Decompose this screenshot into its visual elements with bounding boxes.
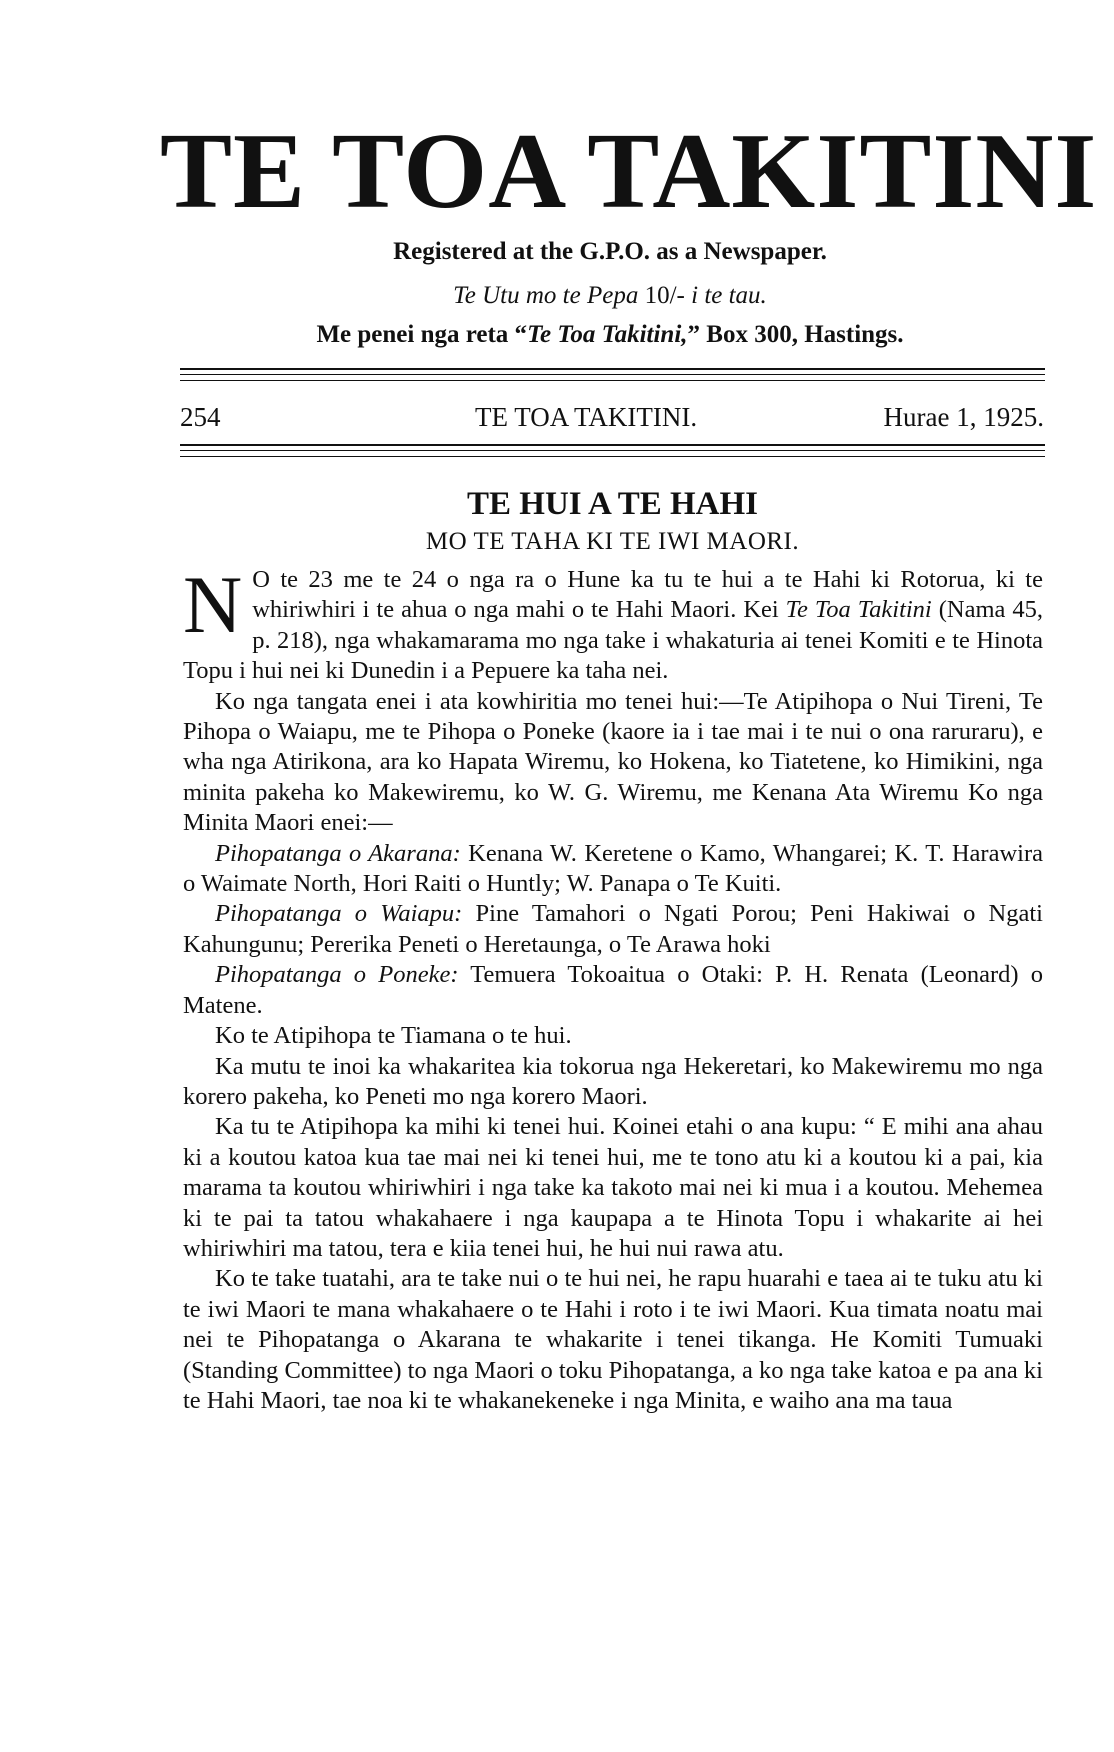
address-prefix: Me penei nga reta “ [316, 321, 528, 348]
diocese-label: Pihopatanga o Waiapu: [215, 900, 463, 928]
masthead-rule-top [180, 368, 1045, 370]
price-amount: 10/- [644, 282, 685, 309]
masthead-rule-bottom [180, 374, 1045, 375]
intro-text-b: (Nama 45, p. 218), nga whakamarama mo nga take i whakaturia ai tenei Komiti e te Hinota Topu i hui nei ki Dunedin i a Pepuere ka taha nei. [183, 596, 1043, 685]
header-rule-bottom [180, 456, 1045, 457]
diocese-label: Pihopatanga o Akarana: [215, 839, 461, 867]
paragraph-attendees: Ko nga tangata enei i ata kowhiritia mo tenei hui:—Te Atipihopa o Nui Tireni, Te Pihopa o Waiapu, me te Pihopa o Poneke (kaore ia i tae mai i te nui o ona raruraru), e wha nga Atirikona, ara ko Hapata Wiremu, ko Hokena, ko Tiatetene, ko Himikini, nga minita pakeha ko Makewiremu, ko W. G. Wiremu, me Kenana Ata Wiremu Ko nga Minita Maori enei:— [183, 687, 1043, 837]
address-title: Te Toa Takitini, [527, 321, 688, 348]
paragraph-chairman: Ko te Atipihopa te Tiamana o te hui. [215, 1022, 572, 1050]
header-rule-top [180, 444, 1045, 446]
header-rule-mid [180, 450, 1045, 451]
article-body [183, 559, 1044, 1416]
diocese-members: Kenana W. Keretene o Kamo, Whangarei; K. T. Harawira o Waimate North, Hori Raiti o Huntly; W. Panapa o Te Kuiti. [183, 839, 1044, 898]
newspaper-title-ref: Te Toa Takitini [785, 596, 932, 624]
diocese-members: Pine Tamahori o Ngati Porou; Peni Hakiwai o Ngati Kahungunu; Pererika Peneti o Heretaunga, o Te Arawa hoki [183, 900, 1043, 958]
drop-cap: N [183, 559, 243, 650]
diocese-label: Pihopatanga o Poneke: [215, 961, 459, 989]
intro-text-a: O te 23 me te 24 o nga ra o Hune ka tu te hui a te Hahi ki Rotorua, ki te whiriwhiri i te ahua o nga mahi o te Hahi Maori. Kei [252, 566, 1043, 624]
article-title: TE HUI A TE HAHI [467, 486, 758, 522]
paragraph-first-matter: Ko te take tuatahi, ara te take nui o te hui nei, he rapu huarahi e taea ai te tuku atu ki te iwi Maori te mana whakahaere o te Hahi i roto i te iwi Maori. Kua timata noatu mai nei te Pihopatanga o Akarana te whakarite i tenei tikanga. He Komiti Tumuaki (Standing Committee) to nga Maori o toku Pihopatanga, a ko nga take katoa e pa ana ki te Hahi Maori, tae noa ki te whakanekeneke i nga Minita, e waiho ana ma taua [183, 1265, 1043, 1414]
page-number: 254 [180, 402, 221, 432]
masthead-rule-thin [180, 380, 1045, 381]
paragraph-intro [183, 559, 1043, 687]
paragraph-archbishop-address: Ka tu te Atipihopa ka mihi ki tenei hui. Koinei etahi o ana kupu: “ E mihi ana ahau ki a koutou katoa kua tae mai nei ki tenei hui, me te tono atu ki a koutou ki a pai, kia marama ta koutou whiriwhiri i nga take ka takoto mai nei ki mua i a koutou. Mehemea ki te pai ta tatou whakahaere i nga kaupapa a te Hinota Topu i whakarite ai hei whiriwhiri ma tatou, tera e kiia tenei hui, he hui nui rawa atu. [183, 1113, 1043, 1262]
masthead-title: TE TOA TAKITINI [160, 112, 1098, 231]
price-prefix: Te Utu mo te Pepa [453, 282, 639, 309]
address-suffix: ” Box 300, Hastings. [687, 321, 904, 348]
paragraph-diocese-waiapu [183, 899, 1043, 960]
issue-date: Hurae 1, 1925. [883, 402, 1044, 432]
postal-address-line [160, 321, 1060, 349]
article-subtitle: MO TE TAHA KI TE IWI MAORI. [425, 528, 800, 555]
diocese-members: Temuera Tokoaitua o Otaki: P. H. Renata (Leonard) o Matene. [183, 961, 1043, 1019]
registration-line: Registered at the G.P.O. as a Newspaper. [393, 238, 827, 265]
paragraph-secretaries: Ka mutu te inoi ka whakaritea kia tokorua nga Hekeretari, ko Makewiremu mo nga korero pakeha, ko Peneti mo nga korero Maori. [183, 1052, 1043, 1110]
paragraph-diocese-auckland [183, 839, 1043, 900]
subscription-price-line [160, 282, 1060, 310]
price-suffix: i te tau. [691, 282, 767, 309]
paragraph-diocese-wellington [183, 960, 1043, 1021]
running-title: TE TOA TAKITINI. [475, 402, 698, 432]
